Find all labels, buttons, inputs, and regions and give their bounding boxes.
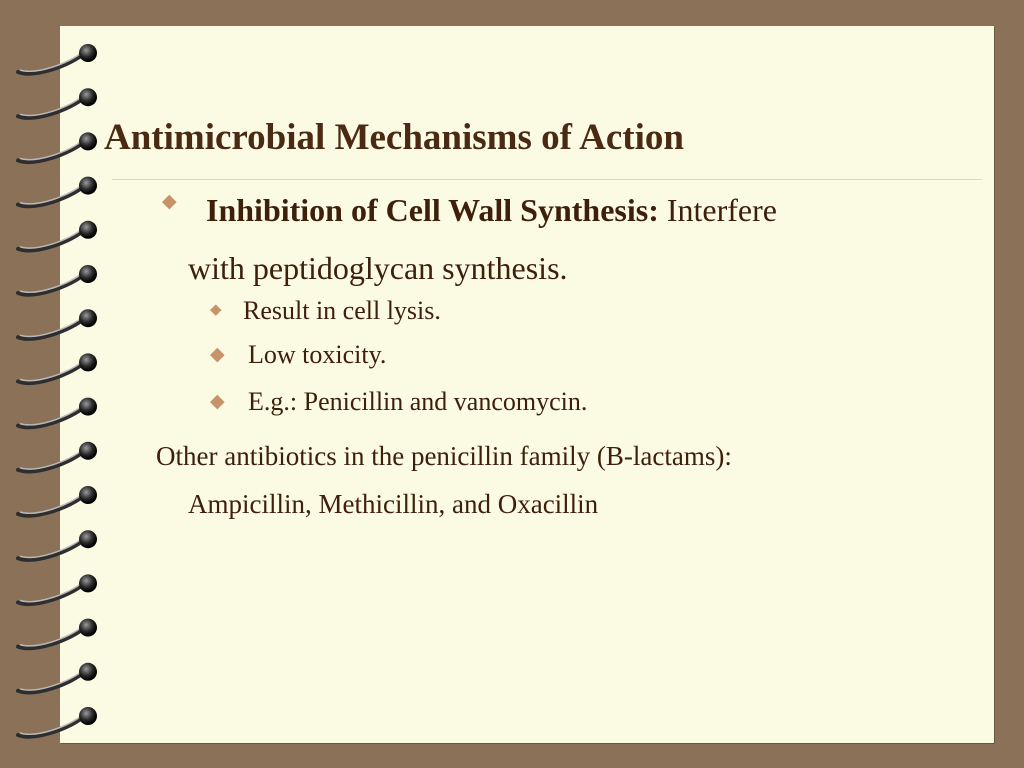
paragraph-line1: Other antibiotics in the penicillin family (B-lactams): <box>156 441 732 471</box>
sub-bullet-3: E.g.: Penicillin and vancomycin. <box>248 387 588 416</box>
bullet-heading: Inhibition of Cell Wall Synthesis: <box>206 192 659 228</box>
paragraph-line2: Ampicillin, Methicillin, and Oxacillin <box>188 489 599 519</box>
sub-bullet-2: Low toxicity. <box>248 340 387 369</box>
diamond-icon: ◆ <box>210 391 225 412</box>
spiral-coil-icon <box>18 486 97 516</box>
diamond-icon: ◆ <box>210 344 225 365</box>
spiral-coil-icon <box>18 177 97 207</box>
sub-bullet-1: Result in cell lysis. <box>243 296 441 325</box>
spiral-coil-icon <box>18 309 97 339</box>
spiral-coil-icon <box>18 88 97 118</box>
bullet-text-line1: Interfere <box>658 192 777 228</box>
spiral-coil-icon <box>18 574 97 604</box>
spiral-coil-icon <box>18 619 97 649</box>
spiral-coil-icon <box>18 265 97 295</box>
spiral-coil-icon <box>18 442 97 472</box>
main-bullet <box>160 181 940 297</box>
spiral-coil-icon <box>18 707 97 737</box>
spiral-binding <box>0 0 120 768</box>
spiral-coil-icon <box>18 663 97 693</box>
spiral-coil-icon <box>18 221 97 251</box>
spiral-coil-icon <box>18 398 97 428</box>
spiral-coil-icon <box>18 132 97 162</box>
bullet-text-line2: with peptidoglycan synthesis. <box>188 250 568 286</box>
slide-title: Antimicrobial Mechanisms of Action <box>104 117 684 158</box>
other-antibiotics-paragraph <box>156 432 956 528</box>
spiral-coil-icon <box>18 353 97 383</box>
diamond-icon: ◆ <box>210 302 222 318</box>
spiral-coil-icon <box>18 44 97 74</box>
spiral-coil-icon <box>18 530 97 560</box>
diamond-icon: ◆ <box>162 191 177 212</box>
title-divider <box>112 179 982 180</box>
